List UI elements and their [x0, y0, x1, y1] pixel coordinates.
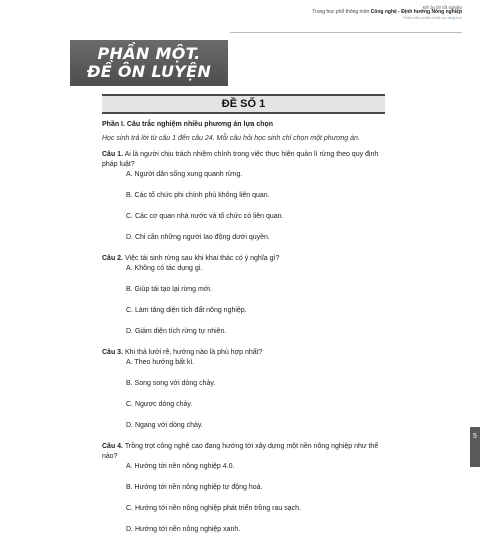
instruction-text: Học sinh trả lời từ câu 1 đến câu 24. Mỗi câu hỏi học sinh chỉ chọn một phương án. [102, 135, 360, 142]
question-label: Câu 1. [102, 151, 124, 158]
option-d: D. Giảm diện tích rừng tự nhiên. [126, 328, 227, 335]
option-c: C. Hướng tới nền nông nghiệp phát triển trồng rau sạch. [126, 505, 301, 512]
option-c: C. Ngược dòng chảy. [126, 401, 193, 408]
header-divider [230, 32, 462, 33]
option-a: A. Người dân sống xung quanh rừng. [126, 171, 243, 178]
header-line-3: Phát triển phẩm chất và năng lực [403, 14, 462, 20]
option-c: C. Các cơ quan nhà nước và tổ chức có liên quan. [126, 213, 284, 220]
option-d: D. Hướng tới nền nông nghiệp xanh. [126, 526, 241, 533]
question-label: Câu 2. [102, 255, 124, 262]
question-1 [102, 150, 392, 243]
question-4 [102, 442, 392, 535]
page-number-tab [470, 427, 480, 467]
question-3 [102, 348, 392, 431]
question-text: Khi thả lưới rê, hướng nào là phù hợp nhất? [124, 349, 263, 356]
banner-line-2: ĐỀ ÔN LUYỆN [86, 62, 212, 81]
option-a: A. Theo hướng bất kì. [126, 359, 195, 366]
option-a: A. Hướng tới nền nông nghiệp 4.0. [126, 463, 235, 470]
option-a: A. Không có tác dụng gì. [126, 265, 203, 272]
question-text: Ai là người chịu trách nhiệm chính trong việc thực hiện quản lí rừng theo quy định pháp luật? [102, 151, 379, 168]
page-number: 5 [473, 433, 477, 440]
option-b: B. Song song với dòng chảy. [126, 380, 216, 387]
option-d: D. Chỉ cần những người lao động dưới quyền. [126, 234, 270, 241]
question-2 [102, 254, 392, 337]
option-b: B. Giúp tái tạo lại rừng mới. [126, 286, 212, 293]
option-d: D. Ngang với dòng chảy. [126, 422, 203, 429]
option-c: C. Làm tăng diện tích đất nông nghiệp. [126, 307, 247, 314]
section-banner [70, 40, 228, 86]
question-label: Câu 4. [102, 443, 124, 450]
question-text: Việc tái sinh rừng sau khi khai thác có ý nghĩa gì? [124, 255, 280, 262]
header-line-2-prefix: Trung học phổ thông môn [312, 9, 370, 16]
part-title: Phần I. Câu trắc nghiệm nhiều phương án lựa chọn [102, 121, 274, 128]
question-text: Trồng trọt công nghệ cao đang hướng tới xây dựng một nền nông nghiệp như thế nào? [102, 443, 379, 460]
option-b: B. Hướng tới nền nông nghiệp tự động hoá. [126, 484, 263, 491]
exam-title: ĐỀ SỐ 1 [102, 94, 385, 114]
banner-line-1: PHẦN MỘT. [97, 44, 201, 63]
exam-content [102, 120, 392, 546]
running-header [312, 5, 462, 21]
header-line-1: Đề ôn thi tốt nghiệp [422, 5, 462, 10]
option-b: B. Các tổ chức phi chính phủ không liên quan. [126, 192, 270, 199]
header-subject: Công nghệ - Định hướng Nông nghiệp [370, 9, 462, 16]
question-label: Câu 3. [102, 349, 124, 356]
